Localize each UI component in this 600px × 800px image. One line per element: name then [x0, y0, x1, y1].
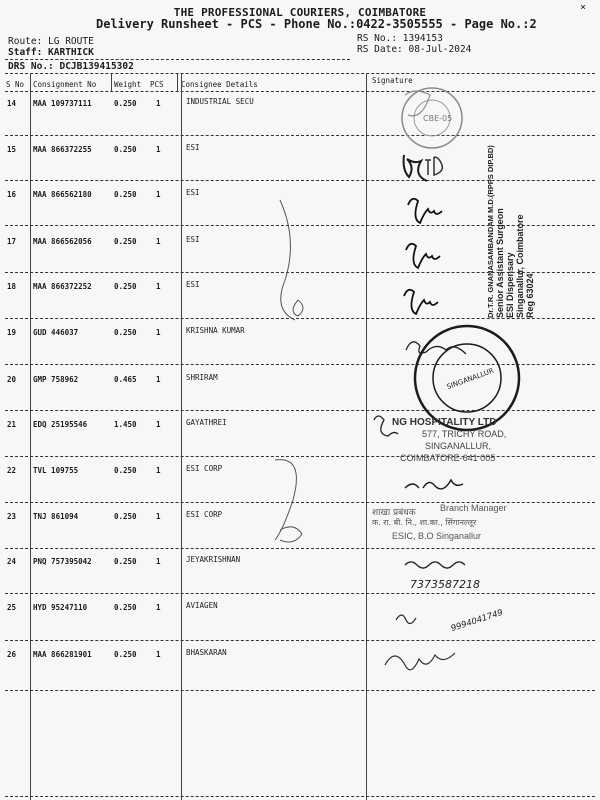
row-pcs: 1 [156, 99, 161, 108]
row-sno: 26 [7, 650, 17, 659]
row-divider [5, 364, 595, 365]
row-weight: 0.250 [114, 282, 137, 291]
row-consignment: TNJ 861094 [33, 512, 79, 521]
row-weight: 0.250 [114, 603, 137, 612]
col-pcs: PCS [150, 80, 164, 89]
row-consignment: MAA 866562056 [33, 237, 92, 246]
row-consignment: EDQ 25195546 [33, 420, 88, 429]
row-consignee: INDUSTRIAL SECU [186, 97, 254, 106]
row-pcs: 1 [156, 603, 161, 612]
row-pcs: 1 [156, 375, 161, 384]
company-stamp-line-4: COIMBATORE-641 005 [400, 453, 496, 463]
row-consignee: SHRIRAM [186, 373, 218, 382]
table-top-divider [5, 73, 595, 74]
rs-date: RS Date: 08-Jul-2024 [357, 44, 472, 55]
branch-stamp-line-1: Branch Manager [440, 503, 507, 513]
handwritten-phone-24: 7373587218 [410, 578, 480, 591]
col-separator [177, 74, 178, 91]
row-consignment: HYD 95247110 [33, 603, 88, 612]
handwritten-phone-25: 9994041749 [449, 607, 505, 635]
row-pcs: 1 [156, 282, 161, 291]
row-weight: 0.250 [114, 512, 137, 521]
row-weight: 0.250 [114, 190, 137, 199]
row-pcs: 1 [156, 557, 161, 566]
row-pcs: 1 [156, 190, 161, 199]
row-consignee: AVIAGEN [186, 601, 218, 610]
doctor-place: ESI Dispensary [505, 252, 515, 318]
col-separator [111, 74, 112, 91]
row-sno: 21 [7, 420, 17, 429]
branch-stamp-hindi-2: क. रा. बी. नि., शा.का., सिंगानल्लूर [372, 518, 477, 527]
row-sno: 23 [7, 512, 17, 521]
row-sno: 15 [7, 145, 17, 154]
row-pcs: 1 [156, 650, 161, 659]
doctor-name: Dr.T.R. GNANASAMBANDAM M.D.(RPPS DIP.BD) [486, 145, 495, 318]
row-sno: 24 [7, 557, 17, 566]
doctor-title: Senior Assistant Surgeon [495, 208, 505, 318]
row-consignee: JEYAKRISHNAN [186, 555, 241, 564]
row-consignee: ESI CORP [186, 464, 223, 473]
doctor-stamp-block [486, 145, 535, 318]
row-pcs: 1 [156, 145, 161, 154]
row-sno: 16 [7, 190, 17, 199]
row-consignee: KRISHNA KUMAR [186, 326, 245, 335]
row-pcs: 1 [156, 328, 161, 337]
col-signature: Signature [372, 76, 413, 85]
row-weight: 0.250 [114, 237, 137, 246]
row-weight: 1.450 [114, 420, 137, 429]
row-weight: 0.250 [114, 99, 137, 108]
drs-number: DRS No.: DCJB139415302 [8, 61, 134, 72]
route-label: Route: LG ROUTE [8, 36, 94, 47]
company-title: THE PROFESSIONAL COURIERS, COIMBATORE [173, 6, 427, 19]
doctor-reg: Reg 63024 [525, 273, 535, 318]
svg-text:SINGANALLUR: SINGANALLUR [445, 366, 495, 392]
col-weight: Weight [114, 80, 142, 89]
col-consignment: Consignment No [33, 80, 97, 89]
table-bottom-divider [5, 796, 595, 797]
row-consignment: MAA 109737111 [33, 99, 92, 108]
company-stamp-line-1: NG HOSPITALITY LTD [392, 417, 497, 428]
runsheet-subtitle: Delivery Runsheet - PCS - Phone No.:0422-3505555 - Page No.:2 [96, 17, 537, 31]
row-consignment: PNQ 757395042 [33, 557, 92, 566]
col-separator [30, 74, 31, 800]
row-weight: 0.465 [114, 375, 137, 384]
doctor-city: Singanallur, Coimbatore [515, 214, 525, 318]
round-stamp [402, 88, 462, 148]
column-header-divider [5, 91, 595, 92]
row-pcs: 1 [156, 512, 161, 521]
row-divider [5, 548, 595, 549]
row-pcs: 1 [156, 420, 161, 429]
row-consignment: GMP 758962 [33, 375, 79, 384]
row-weight: 0.250 [114, 557, 137, 566]
col-separator [366, 74, 367, 800]
row-pcs: 1 [156, 237, 161, 246]
company-round-stamp [415, 326, 519, 430]
row-divider [5, 593, 595, 594]
row-sno: 18 [7, 282, 17, 291]
row-sno: 20 [7, 375, 17, 384]
row-consignee: ESI [186, 235, 200, 244]
row-weight: 0.250 [114, 328, 137, 337]
row-divider [5, 456, 595, 457]
row-divider [5, 135, 595, 136]
row-consignment: MAA 866562180 [33, 190, 92, 199]
row-weight: 0.250 [114, 466, 137, 475]
row-consignee: BHASKARAN [186, 648, 227, 657]
row-divider [5, 410, 595, 411]
row-consignee: ESI [186, 188, 200, 197]
row-sno: 25 [7, 603, 17, 612]
row-sno: 19 [7, 328, 17, 337]
row-consignee: ESI [186, 143, 200, 152]
row-weight: 0.250 [114, 145, 137, 154]
close-icon: × [579, 2, 586, 13]
row-divider [5, 318, 595, 319]
row-weight: 0.250 [114, 650, 137, 659]
row-consignment: GUD 446037 [33, 328, 79, 337]
row-divider [5, 690, 595, 691]
row-pcs: 1 [156, 466, 161, 475]
row-consignment: TVL 109755 [33, 466, 79, 475]
row-consignment: MAA 866372252 [33, 282, 92, 291]
row-sno: 14 [7, 99, 17, 108]
rs-number: RS No.: 1394153 [357, 33, 443, 44]
staff-label: Staff: KARTHICK [8, 47, 94, 58]
row-sno: 17 [7, 237, 17, 246]
row-consignment: MAA 866372255 [33, 145, 92, 154]
row-sno: 22 [7, 466, 17, 475]
row-divider [5, 640, 595, 641]
row-consignment: MAA 866281901 [33, 650, 92, 659]
col-consignee: Consignee Details [181, 80, 258, 89]
row-consignee: GAYATHREI [186, 418, 227, 427]
round-stamp-text: CBE-05 [423, 114, 453, 123]
header-divider [5, 59, 350, 60]
branch-stamp-line-2: ESIC, B.O Singanallur [392, 531, 482, 541]
company-stamp-line-3: SINGANALLUR, [425, 441, 492, 451]
row-consignee: ESI [186, 280, 200, 289]
col-separator [181, 74, 182, 800]
col-sno: S No [6, 80, 25, 89]
row-consignee: ESI CORP [186, 510, 223, 519]
branch-stamp-hindi-1: शाखा प्रबंधक [372, 508, 416, 518]
company-stamp-line-2: 577, TRICHY ROAD, [422, 429, 507, 439]
